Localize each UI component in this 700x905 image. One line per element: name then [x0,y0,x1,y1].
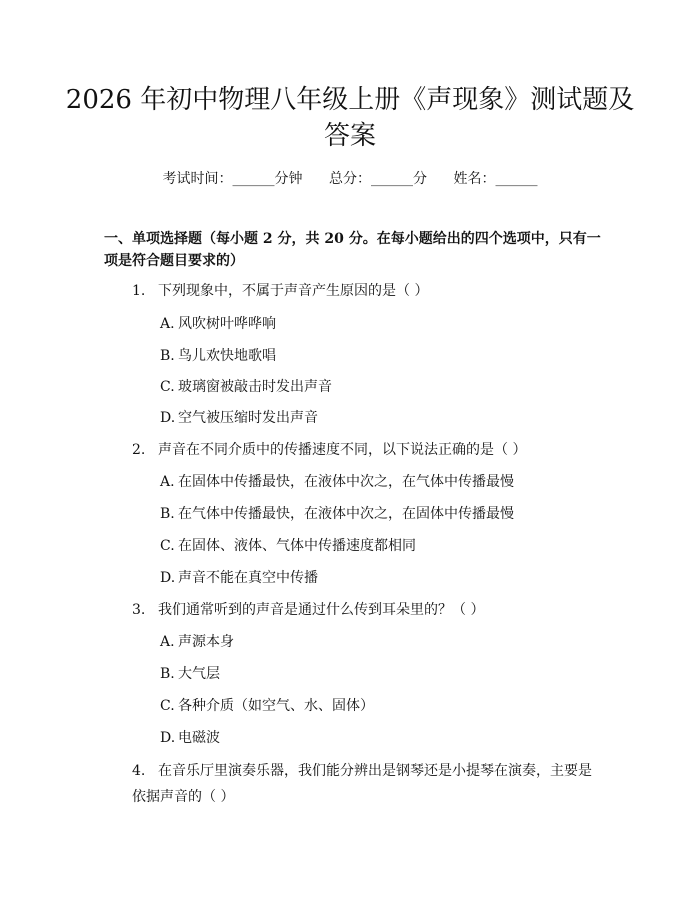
total-score-field: 总分：______分 [329,171,427,187]
option-letter: A. [160,634,175,650]
option-letter: D. [160,410,176,426]
question-text: 我们通常听到的声音是通过什么传到耳朵里的？（ ） [158,602,485,618]
option-1c [160,377,332,397]
option-3c [160,696,374,716]
question-3 [132,597,602,623]
option-text: 在固体、液体、气体中传播速度都相同 [178,538,416,554]
question-text: 下列现象中，不属于声音产生原因的是（ ） [158,283,429,299]
option-text: 各种介质（如空气、水、固体） [178,698,374,714]
option-text: 在固体中传播最快，在液体中次之，在气体中传播最慢 [178,474,514,490]
option-letter: A. [160,474,175,490]
option-1d [160,408,318,428]
question-text: 在音乐厅里演奏乐器，我们能分辨出是钢琴还是小提琴在演奏，主要是依据声音的（ ） [132,763,592,805]
option-letter: B. [160,506,175,522]
question-number: 4. [132,763,146,779]
option-letter: A. [160,316,175,332]
student-name-field: 姓名：______ [453,171,538,187]
option-text: 声音不能在真空中传播 [178,570,318,586]
question-number: 2. [132,442,146,458]
option-letter: C. [160,379,175,395]
question-text: 声音在不同介质中的传播速度不同，以下说法正确的是（ ） [158,442,527,458]
option-1b [160,346,276,366]
option-text: 风吹树叶哗哗响 [178,316,276,332]
option-2d [160,568,318,588]
question-number: 1. [132,283,146,299]
option-3b [160,664,220,684]
option-text: 电磁波 [178,730,220,746]
option-3a [160,632,234,652]
option-letter: D. [160,570,176,586]
option-2c [160,536,416,556]
question-4 [132,758,602,810]
option-letter: B. [160,666,175,682]
option-text: 鸟儿欢快地歌唱 [178,348,276,364]
option-text: 玻璃窗被敲击时发出声音 [178,379,332,395]
option-text: 在气体中传播最快，在液体中次之，在固体中传播最慢 [178,506,514,522]
option-text: 大气层 [178,666,220,682]
option-text: 空气被压缩时发出声音 [178,410,318,426]
page-title: 2026 年初中物理八年级上册《声现象》测试题及答案 [65,85,635,151]
question-2 [132,437,602,463]
option-letter: C. [160,538,175,554]
option-text: 声源本身 [178,634,234,650]
exam-meta [0,168,700,188]
exam-time-field: 考试时间：______分钟 [162,171,303,187]
option-letter: C. [160,698,175,714]
section-heading: 一、单项选择题（每小题 2 分，共 20 分。在每小题给出的四个选项中，只有一项是符合题目要求的） [104,231,601,269]
question-number: 3. [132,602,146,618]
option-1a [160,314,276,334]
option-2a [160,472,514,492]
option-letter: B. [160,348,175,364]
question-1 [132,278,602,304]
option-3d [160,728,220,748]
option-letter: D. [160,730,176,746]
option-2b [160,504,514,524]
